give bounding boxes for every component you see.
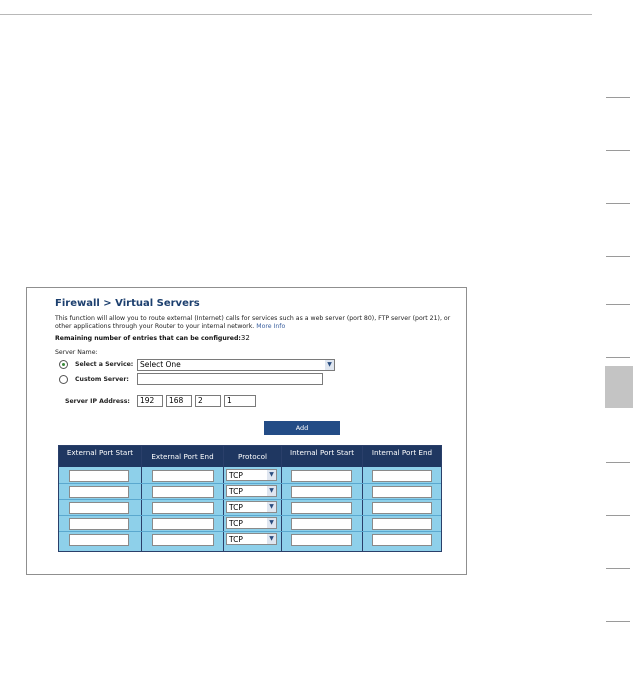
- internal-port-end-input[interactable]: [372, 486, 432, 498]
- custom-server-label: Custom Server:: [75, 376, 129, 383]
- protocol-select[interactable]: [226, 501, 277, 513]
- internal-port-end-input[interactable]: [372, 502, 432, 514]
- side-tick: [606, 256, 630, 257]
- description-text: This function will allow you to route external (Internet) calls for services such as a web server (port 80), FTP server (port 21), or other applications through your Router to your internal network.: [55, 315, 451, 330]
- server-ip-label: Server IP Address:: [65, 398, 130, 405]
- radio-selected-icon: [62, 363, 65, 366]
- service-select[interactable]: [137, 359, 335, 371]
- row-divider: [59, 483, 441, 484]
- custom-server-radio[interactable]: [59, 375, 68, 384]
- ip-octet-1[interactable]: 192: [137, 395, 163, 407]
- external-port-start-input[interactable]: [69, 518, 129, 530]
- page-title: Firewall > Virtual Servers: [55, 298, 200, 309]
- external-port-end-input[interactable]: [152, 518, 214, 530]
- ip-octet-4[interactable]: 1: [224, 395, 256, 407]
- side-tick: [606, 357, 630, 358]
- remaining-entries: [55, 334, 250, 342]
- external-port-start-input[interactable]: [69, 534, 129, 546]
- side-tick: [606, 203, 630, 204]
- side-tick: [606, 97, 630, 98]
- external-port-start-input[interactable]: [69, 470, 129, 482]
- protocol-value: TCP: [229, 487, 243, 496]
- custom-server-input[interactable]: [137, 373, 323, 385]
- protocol-select[interactable]: [226, 485, 277, 497]
- chevron-down-icon: ▼: [267, 518, 276, 528]
- external-port-end-input[interactable]: [152, 486, 214, 498]
- internal-port-start-input[interactable]: [291, 470, 352, 482]
- more-info-link[interactable]: More Info: [256, 323, 286, 330]
- protocol-value: TCP: [229, 471, 243, 480]
- page-description: [55, 315, 455, 331]
- top-rule: [0, 14, 592, 15]
- chevron-down-icon: ▼: [267, 502, 276, 512]
- ip-octet-2[interactable]: 168: [166, 395, 192, 407]
- side-tick: [606, 462, 630, 463]
- side-tick: [606, 621, 630, 622]
- header-internal-port-end: Internal Port End: [363, 446, 441, 467]
- protocol-select[interactable]: [226, 533, 277, 545]
- internal-port-end-input[interactable]: [372, 518, 432, 530]
- chevron-down-icon: ▼: [267, 486, 276, 496]
- header-internal-port-start: Internal Port Start: [282, 446, 362, 467]
- internal-port-end-input[interactable]: [372, 534, 432, 546]
- remaining-label: Remaining number of entries that can be configured:: [55, 335, 241, 342]
- ip-octet-3[interactable]: 2: [195, 395, 221, 407]
- protocol-value: TCP: [229, 535, 243, 544]
- section-tab: [605, 366, 633, 408]
- chevron-down-icon: ▼: [325, 360, 334, 370]
- protocol-value: TCP: [229, 519, 243, 528]
- row-divider: [59, 499, 441, 500]
- side-tick: [606, 568, 630, 569]
- select-service-label: Select a Service:: [75, 361, 134, 368]
- header-protocol: Protocol: [224, 446, 281, 467]
- side-tick: [606, 515, 630, 516]
- virtual-server-table: [58, 445, 442, 552]
- header-external-port-start: External Port Start: [59, 446, 141, 467]
- server-name-label: Server Name:: [55, 349, 98, 356]
- chevron-down-icon: ▼: [267, 470, 276, 480]
- external-port-start-input[interactable]: [69, 502, 129, 514]
- external-port-end-input[interactable]: [152, 502, 214, 514]
- internal-port-start-input[interactable]: [291, 486, 352, 498]
- service-select-value: Select One: [140, 360, 181, 369]
- virtual-servers-panel: [26, 287, 467, 575]
- row-divider: [59, 531, 441, 532]
- remaining-count: 32: [240, 334, 250, 342]
- internal-port-start-input[interactable]: [291, 502, 352, 514]
- external-port-end-input[interactable]: [152, 534, 214, 546]
- add-button[interactable]: Add: [264, 421, 340, 435]
- side-tick: [606, 150, 630, 151]
- internal-port-end-input[interactable]: [372, 470, 432, 482]
- protocol-select[interactable]: [226, 517, 277, 529]
- internal-port-start-input[interactable]: [291, 534, 352, 546]
- header-external-port-end: External Port End: [142, 446, 223, 467]
- select-service-radio[interactable]: [59, 360, 68, 369]
- row-divider: [59, 515, 441, 516]
- protocol-select[interactable]: [226, 469, 277, 481]
- protocol-value: TCP: [229, 503, 243, 512]
- chevron-down-icon: ▼: [267, 534, 276, 544]
- external-port-end-input[interactable]: [152, 470, 214, 482]
- side-tick: [606, 304, 630, 305]
- internal-port-start-input[interactable]: [291, 518, 352, 530]
- external-port-start-input[interactable]: [69, 486, 129, 498]
